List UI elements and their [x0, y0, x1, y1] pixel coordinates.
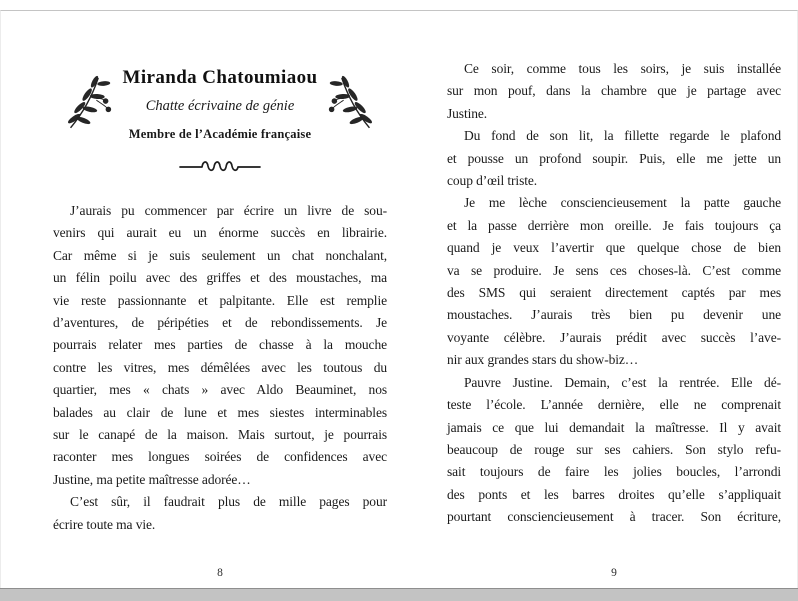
text-line: Je me lèche consciencieusement la patte gauche — [464, 195, 781, 211]
text-line: venirs qui aurait eu un énorme succès en librairie. — [53, 225, 387, 241]
page-number-right: 9 — [611, 567, 617, 579]
bottom-band — [0, 588, 798, 601]
text-line: J’aurais pu commencer par écrire un livre de sou- — [70, 203, 387, 218]
chapter-header — [53, 67, 387, 181]
text-line: Justine, ma petite maîtresse adorée… — [53, 471, 251, 487]
text-line: Ce soir, comme tous les soirs, je suis installée — [464, 61, 781, 76]
text-line: et pousse un profond soupir. Puis, elle me jette un — [447, 150, 781, 166]
text-line: des ponts et les barres droites qu’elle s’appliquait — [447, 486, 781, 502]
text-line: des SMS qui seraient directement captés par mes — [447, 285, 781, 301]
text-line: sur mon pouf, dans la chambre que je partage avec — [447, 83, 781, 99]
book-spread — [0, 10, 798, 588]
squiggle-divider-icon — [53, 158, 387, 181]
text-line: va se produire. Je sens ces choses-là. C’est comme — [447, 262, 781, 278]
text-line: d’aventures, de péripéties et de rebondissements. Je — [53, 315, 387, 331]
text-line: nir aux grandes stars du show-biz… — [447, 352, 639, 368]
text-line: Car même si je suis seulement un chat nonchalant, — [53, 247, 387, 263]
text-line: C’est sûr, il faudrait plus de mille pages pour — [70, 494, 387, 510]
text-line: pourtant consciencieusement à tracer. Son écriture, — [447, 509, 781, 525]
page-number-left: 8 — [217, 567, 223, 579]
author-membership: Membre de l’Académie française — [128, 127, 312, 141]
text-line: moustaches. J’aurais très bien pu devenir une — [447, 307, 781, 323]
text-line: quand je veux l’avertir que quelque chose de bien — [447, 240, 781, 256]
laurel-branch-left-icon — [65, 71, 113, 138]
text-line: sait toujours de faire les jolies boucles, l’arrondi — [447, 464, 781, 480]
text-line: et la passe derrière mon oreille. Je fais toujours ça — [447, 217, 781, 233]
text-line: quartier, mes « chats » avec Aldo Beauminet, nos — [53, 382, 387, 398]
text-line: contre les vitres, mes démêlées avec les toutous du — [53, 359, 387, 375]
text-line: pourrais relater mes parties de chasse à la mouche — [53, 337, 387, 353]
author-title: Miranda Chatoumiaou — [122, 67, 318, 88]
text-line: voyante célèbre. J’aurais prédit avec succès l’ave- — [447, 329, 781, 345]
text-line: Justine. — [447, 105, 488, 121]
text-line: Pauvre Justine. Demain, c’est la rentrée. Elle dé- — [464, 374, 781, 390]
text-line: balades au clair de lune et mes siestes interminables — [53, 404, 387, 420]
right-page-body — [447, 58, 781, 529]
text-line: raconter mes longues soirées de confidences avec — [53, 449, 387, 465]
author-subtitle: Chatte écrivaine de génie — [145, 98, 295, 114]
text-line: jamais ce que lui demandait la maîtresse. Il y avait — [447, 419, 781, 435]
left-page — [53, 11, 387, 588]
laurel-branch-right-icon — [327, 71, 375, 138]
right-page — [447, 11, 781, 588]
left-page-body — [53, 200, 387, 536]
text-line: vie reste passionnante et palpitante. Elle est remplie — [53, 292, 387, 308]
text-line: un félin poilu avec des griffes et des moustaches, ma — [53, 270, 387, 286]
text-line: teste l’école. L’année dernière, elle ne comprenait — [447, 397, 781, 413]
text-line: beaucoup de rouge sur ses cahiers. Son stylo refu- — [447, 441, 781, 457]
text-line: sur le canapé de la maison. Mais surtout, je pourrais — [53, 427, 387, 443]
text-line: coup d’œil triste. — [447, 173, 538, 189]
text-line: écrire toute ma vie. — [53, 516, 156, 532]
text-line: Du fond de son lit, la fillette regarde le plafond — [464, 128, 781, 144]
